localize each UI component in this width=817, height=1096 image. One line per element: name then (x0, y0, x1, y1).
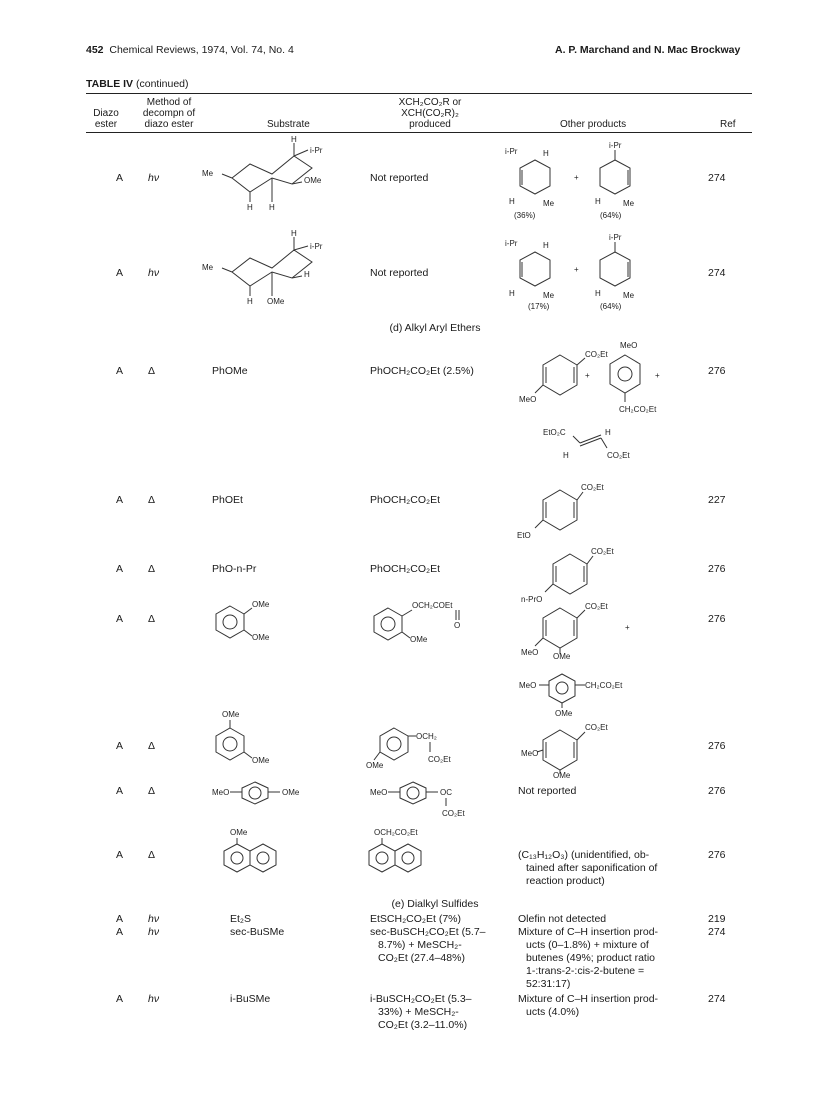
svg-text:+: + (574, 265, 579, 274)
table-row-1-produced: Not reported (370, 172, 429, 184)
svg-text:i-Pr: i-Pr (505, 239, 518, 248)
table-row-3-method: Δ (148, 365, 156, 377)
svg-text:OMe: OMe (222, 710, 240, 719)
svg-text:OMe: OMe (282, 788, 300, 797)
section-heading-alkyl-aryl-ethers: (d) Alkyl Aryl Ethers (389, 322, 481, 334)
table-row-5-produced: PhOCH₂CO₂Et (370, 563, 440, 575)
table-row-11-other-line-5: 52:31:17) (526, 978, 571, 990)
table-row-1-method: hν (148, 172, 160, 184)
other-products-structure-6 (515, 596, 665, 736)
table-row-11-substrate: sec-BuSMe (230, 926, 285, 938)
table-row-4-substrate: PhOEt (212, 494, 243, 506)
table-row-10-other: Olefin not detected (518, 913, 607, 925)
produced-structure-9 (370, 826, 450, 876)
svg-text:CO₂Et: CO₂Et (607, 451, 630, 460)
svg-text:OMe: OMe (553, 652, 571, 661)
table-row-6-method: Δ (148, 613, 156, 625)
table-row-9-diazo: A (116, 849, 124, 861)
svg-text:H: H (509, 197, 515, 206)
table-row-5-substrate: PhO-n-Pr (212, 563, 257, 575)
svg-text:CO₂Et: CO₂Et (591, 547, 614, 556)
svg-text:+: + (625, 623, 630, 632)
table-row-12-method: hν (148, 993, 160, 1005)
table-row-12-other-line-2: ucts (4.0%) (526, 1006, 580, 1018)
table-row-3-ref: 276 (708, 365, 726, 377)
svg-text:OMe: OMe (267, 297, 285, 306)
other-products-structure-3 (515, 340, 705, 460)
table-row-2-diazo: A (116, 267, 124, 279)
svg-text:H: H (291, 135, 297, 144)
svg-text:Me: Me (202, 263, 214, 272)
table-row-12-produced-line-1: i-BuSCH₂CO₂Et (5.3– (370, 993, 472, 1005)
svg-text:H: H (543, 241, 549, 250)
svg-text:EtO: EtO (517, 531, 531, 540)
svg-text:MeO: MeO (521, 648, 539, 657)
table-row-4-produced: PhOCH₂CO₂Et (370, 494, 440, 506)
table-row-6-ref: 276 (708, 613, 726, 625)
svg-text:MeO: MeO (521, 749, 539, 758)
svg-text:H: H (605, 428, 611, 437)
table-row-1-diazo: A (116, 172, 124, 184)
table-row-10-method: hν (148, 913, 160, 925)
svg-text:OMe: OMe (252, 633, 270, 642)
table-row-11-other-line-3: butenes (49%; product ratio (526, 952, 655, 964)
svg-text:H: H (563, 451, 569, 460)
svg-text:CH₂CO₂Et: CH₂CO₂Et (619, 405, 657, 414)
table-row-11-other-line-1: Mixture of C–H insertion prod- (518, 926, 659, 938)
svg-text:i-Pr: i-Pr (505, 147, 518, 156)
table-row-5-ref: 276 (708, 563, 726, 575)
svg-text:Me: Me (623, 199, 635, 208)
yield-1b: (64%) (600, 211, 622, 220)
table-row-11-method: hν (148, 926, 160, 938)
svg-text:OCH₂COEt: OCH₂COEt (412, 601, 453, 610)
journal-citation: Chemical Reviews, 1974, Vol. 74, No. 4 (109, 44, 294, 56)
svg-text:OMe: OMe (252, 600, 270, 609)
substrate-structure-1 (202, 135, 340, 212)
table-row-8-diazo: A (116, 785, 124, 797)
section-heading-dialkyl-sulfides: (e) Dialkyl Sulfides (391, 898, 479, 910)
header-method: Method of decompn of diazo ester (142, 97, 196, 130)
svg-text:MeO: MeO (370, 788, 388, 797)
table-row-2-method: hν (148, 267, 160, 279)
svg-text:MeO: MeO (212, 788, 230, 797)
svg-text:CO₂Et: CO₂Et (585, 602, 608, 611)
svg-text:O: O (454, 621, 461, 630)
header-diazo: Diazo ester (93, 108, 119, 130)
table-row-3-substrate: PhOMe (212, 365, 248, 377)
svg-text:CO₂Et: CO₂Et (581, 483, 604, 492)
table-row-12-produced-line-3: CO₂Et (3.2–11.0%) (378, 1019, 468, 1031)
table-row-11-other-line-2: ucts (0–1.8%) + mixture of (526, 939, 649, 951)
table-row-7-diazo: A (116, 740, 124, 752)
svg-text:CO₂Et: CO₂Et (442, 809, 465, 818)
header-substrate: Substrate (267, 119, 310, 130)
svg-text:OMe: OMe (252, 756, 270, 765)
svg-text:OMe: OMe (304, 176, 322, 185)
table-row-7-method: Δ (148, 740, 156, 752)
svg-text:n-PrO: n-PrO (521, 595, 543, 604)
table-row-8-ref: 276 (708, 785, 726, 797)
table-row-4-method: Δ (148, 494, 156, 506)
other-products-structure-7 (515, 718, 635, 778)
table-top-rule (86, 93, 752, 94)
svg-text:i-Pr: i-Pr (310, 146, 323, 155)
svg-text:EtO₂C: EtO₂C (543, 428, 566, 437)
table-row-11-produced-line-3: CO₂Et (27.4–48%) (378, 952, 465, 964)
svg-text:H: H (304, 270, 310, 279)
svg-text:OCH₂: OCH₂ (416, 732, 437, 741)
page-number: 452 (86, 44, 104, 56)
table-row-11-produced-line-2: 8.7%) + MeSCH₂- (378, 939, 462, 951)
svg-text:MeO: MeO (620, 341, 638, 350)
svg-text:OMe: OMe (555, 709, 573, 718)
svg-text:H: H (291, 229, 297, 238)
table-row-11-diazo: A (116, 926, 124, 938)
other-products-structure-2 (505, 232, 665, 312)
table-row-9-method: Δ (148, 849, 156, 861)
table-row-9-other-line-1: (C₁₃H₁₂O₃) (unidentified, ob- (518, 849, 650, 861)
svg-text:H: H (247, 297, 253, 306)
svg-text:H: H (509, 289, 515, 298)
table-row-10-substrate: Et₂S (230, 913, 251, 925)
svg-text:+: + (574, 173, 579, 182)
produced-structure-7 (366, 720, 470, 772)
svg-text:MeO: MeO (519, 395, 537, 404)
table-row-1-ref: 274 (708, 172, 726, 184)
table-row-6-diazo: A (116, 613, 124, 625)
svg-text:OC: OC (440, 788, 452, 797)
produced-structure-8 (370, 778, 470, 822)
other-products-structure-5 (515, 542, 635, 602)
table-row-12-produced-line-2: 33%) + MeSCH₂- (378, 1006, 459, 1018)
svg-text:Me: Me (543, 291, 555, 300)
table-row-7-ref: 276 (708, 740, 726, 752)
svg-text:i-Pr: i-Pr (609, 141, 622, 150)
svg-text:CH₂CO₂Et: CH₂CO₂Et (585, 681, 623, 690)
table-row-2-ref: 274 (708, 267, 726, 279)
yield-2b: (64%) (600, 302, 622, 311)
svg-text:Me: Me (202, 169, 214, 178)
table-row-10-ref: 219 (708, 913, 726, 925)
svg-text:CO₂Et: CO₂Et (585, 723, 608, 732)
svg-text:OMe: OMe (230, 828, 248, 837)
svg-text:+: + (655, 371, 660, 380)
header-bottom-rule (86, 132, 752, 133)
table-row-12-other-line-1: Mixture of C–H insertion prod- (518, 993, 659, 1005)
svg-text:H: H (595, 289, 601, 298)
table-row-12-substrate: i-BuSMe (230, 993, 271, 1005)
table-row-12-ref: 274 (708, 993, 726, 1005)
header-produced: XCH₂CO₂R or XCH(CO₂R)₂ produced (398, 97, 462, 130)
svg-text:H: H (543, 149, 549, 158)
table-row-12-diazo: A (116, 993, 124, 1005)
substrate-structure-9 (212, 826, 282, 876)
running-head-left (86, 44, 294, 56)
table-row-4-ref: 227 (708, 494, 726, 506)
table-row-11-ref: 274 (708, 926, 726, 938)
svg-text:CO₂Et: CO₂Et (585, 350, 608, 359)
header-ref: Ref (720, 119, 736, 130)
svg-text:+: + (585, 371, 590, 380)
other-products-structure-4 (515, 478, 635, 538)
substrate-structure-8 (212, 778, 312, 808)
substrate-structure-6 (212, 598, 282, 642)
svg-text:H: H (595, 197, 601, 206)
table-row-5-diazo: A (116, 563, 124, 575)
yield-1a: (36%) (514, 211, 536, 220)
other-products-structure-1 (505, 140, 665, 220)
table-row-9-other-line-3: reaction product) (526, 875, 605, 887)
svg-text:MeO: MeO (519, 681, 537, 690)
table-row-8-method: Δ (148, 785, 156, 797)
table-row-11-produced-line-1: sec-BuSCH₂CO₂Et (5.7– (370, 926, 486, 938)
svg-text:H: H (247, 203, 253, 212)
table-row-8-other: Not reported (518, 785, 577, 797)
svg-text:H: H (269, 203, 275, 212)
running-head-authors: A. P. Marchand and N. Mac Brockway (555, 44, 741, 56)
yield-2a: (17%) (528, 302, 550, 311)
table-row-3-produced: PhOCH₂CO₂Et (2.5%) (370, 365, 474, 377)
svg-text:OCH₂CO₂Et: OCH₂CO₂Et (374, 828, 418, 837)
table-row-3-diazo: A (116, 365, 124, 377)
table-row-9-other-line-2: tained after saponification of (526, 862, 658, 874)
svg-text:OMe: OMe (366, 761, 384, 770)
svg-text:i-Pr: i-Pr (609, 233, 622, 242)
table-row-2-produced: Not reported (370, 267, 429, 279)
svg-text:i-Pr: i-Pr (310, 242, 323, 251)
table-row-10-diazo: A (116, 913, 124, 925)
svg-text:OMe: OMe (553, 771, 571, 780)
svg-text:CO₂Et: CO₂Et (428, 755, 451, 764)
header-other: Other products (560, 119, 627, 130)
svg-text:Me: Me (623, 291, 635, 300)
substrate-structure-2 (202, 229, 340, 312)
table-row-5-method: Δ (148, 563, 156, 575)
substrate-structure-7 (212, 708, 292, 770)
produced-structure-6 (370, 596, 480, 646)
svg-text:Me: Me (543, 199, 555, 208)
table-row-9-ref: 276 (708, 849, 726, 861)
table-row-10-produced: EtSCH₂CO₂Et (7%) (370, 913, 461, 925)
svg-text:OMe: OMe (410, 635, 428, 644)
table-title: TABLE IV (continued) (86, 78, 189, 90)
table-row-4-diazo: A (116, 494, 124, 506)
table-row-11-other-line-4: 1-:trans-2-:cis-2-butene = (526, 965, 645, 977)
